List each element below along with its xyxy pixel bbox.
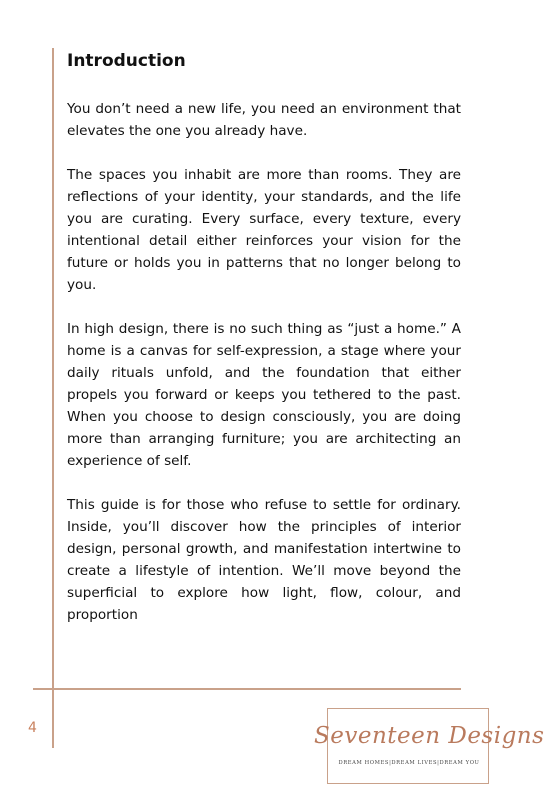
logo-tagline: DREAM HOMES|DREAM LIVES|DREAM YOU [338,760,480,766]
page-content [67,50,461,648]
vertical-rule [52,48,54,748]
paragraph-4: This guide is for those who refuse to settle for ordinary. Inside, you’ll discover how the principles of interior design, personal growth, and manifestation intertwine to create a lifestyle of intention. We’ll move beyond the superficial to explore how light, flow, colour, and proportion [67,497,461,623]
paragraph-2: The spaces you inhabit are more than rooms. They are reflections of your identity, your standards, and the life you are curating. Every surface, every texture, every intentional detail either reinforces your vision for the future or holds you in patterns that no longer belong to you. [67,167,461,293]
logo-brand-name: Seventeen Designs [314,723,544,749]
brand-logo [314,708,544,784]
paragraph-3: In high design, there is no such thing as “just a home.” A home is a canvas for self-expression, a stage where your daily rituals unfold, and the foundation that either propels you forward or keeps you tethered to the past. When you choose to design consciously, you are doing more than arranging furniture; you are architecting an experience of self. [67,321,461,469]
horizontal-rule [33,688,461,690]
paragraph-1: You don’t need a new life, you need an environment that elevates the one you already have. [67,101,461,139]
page-title: Introduction [67,51,186,71]
page-number: 4 [28,720,37,736]
